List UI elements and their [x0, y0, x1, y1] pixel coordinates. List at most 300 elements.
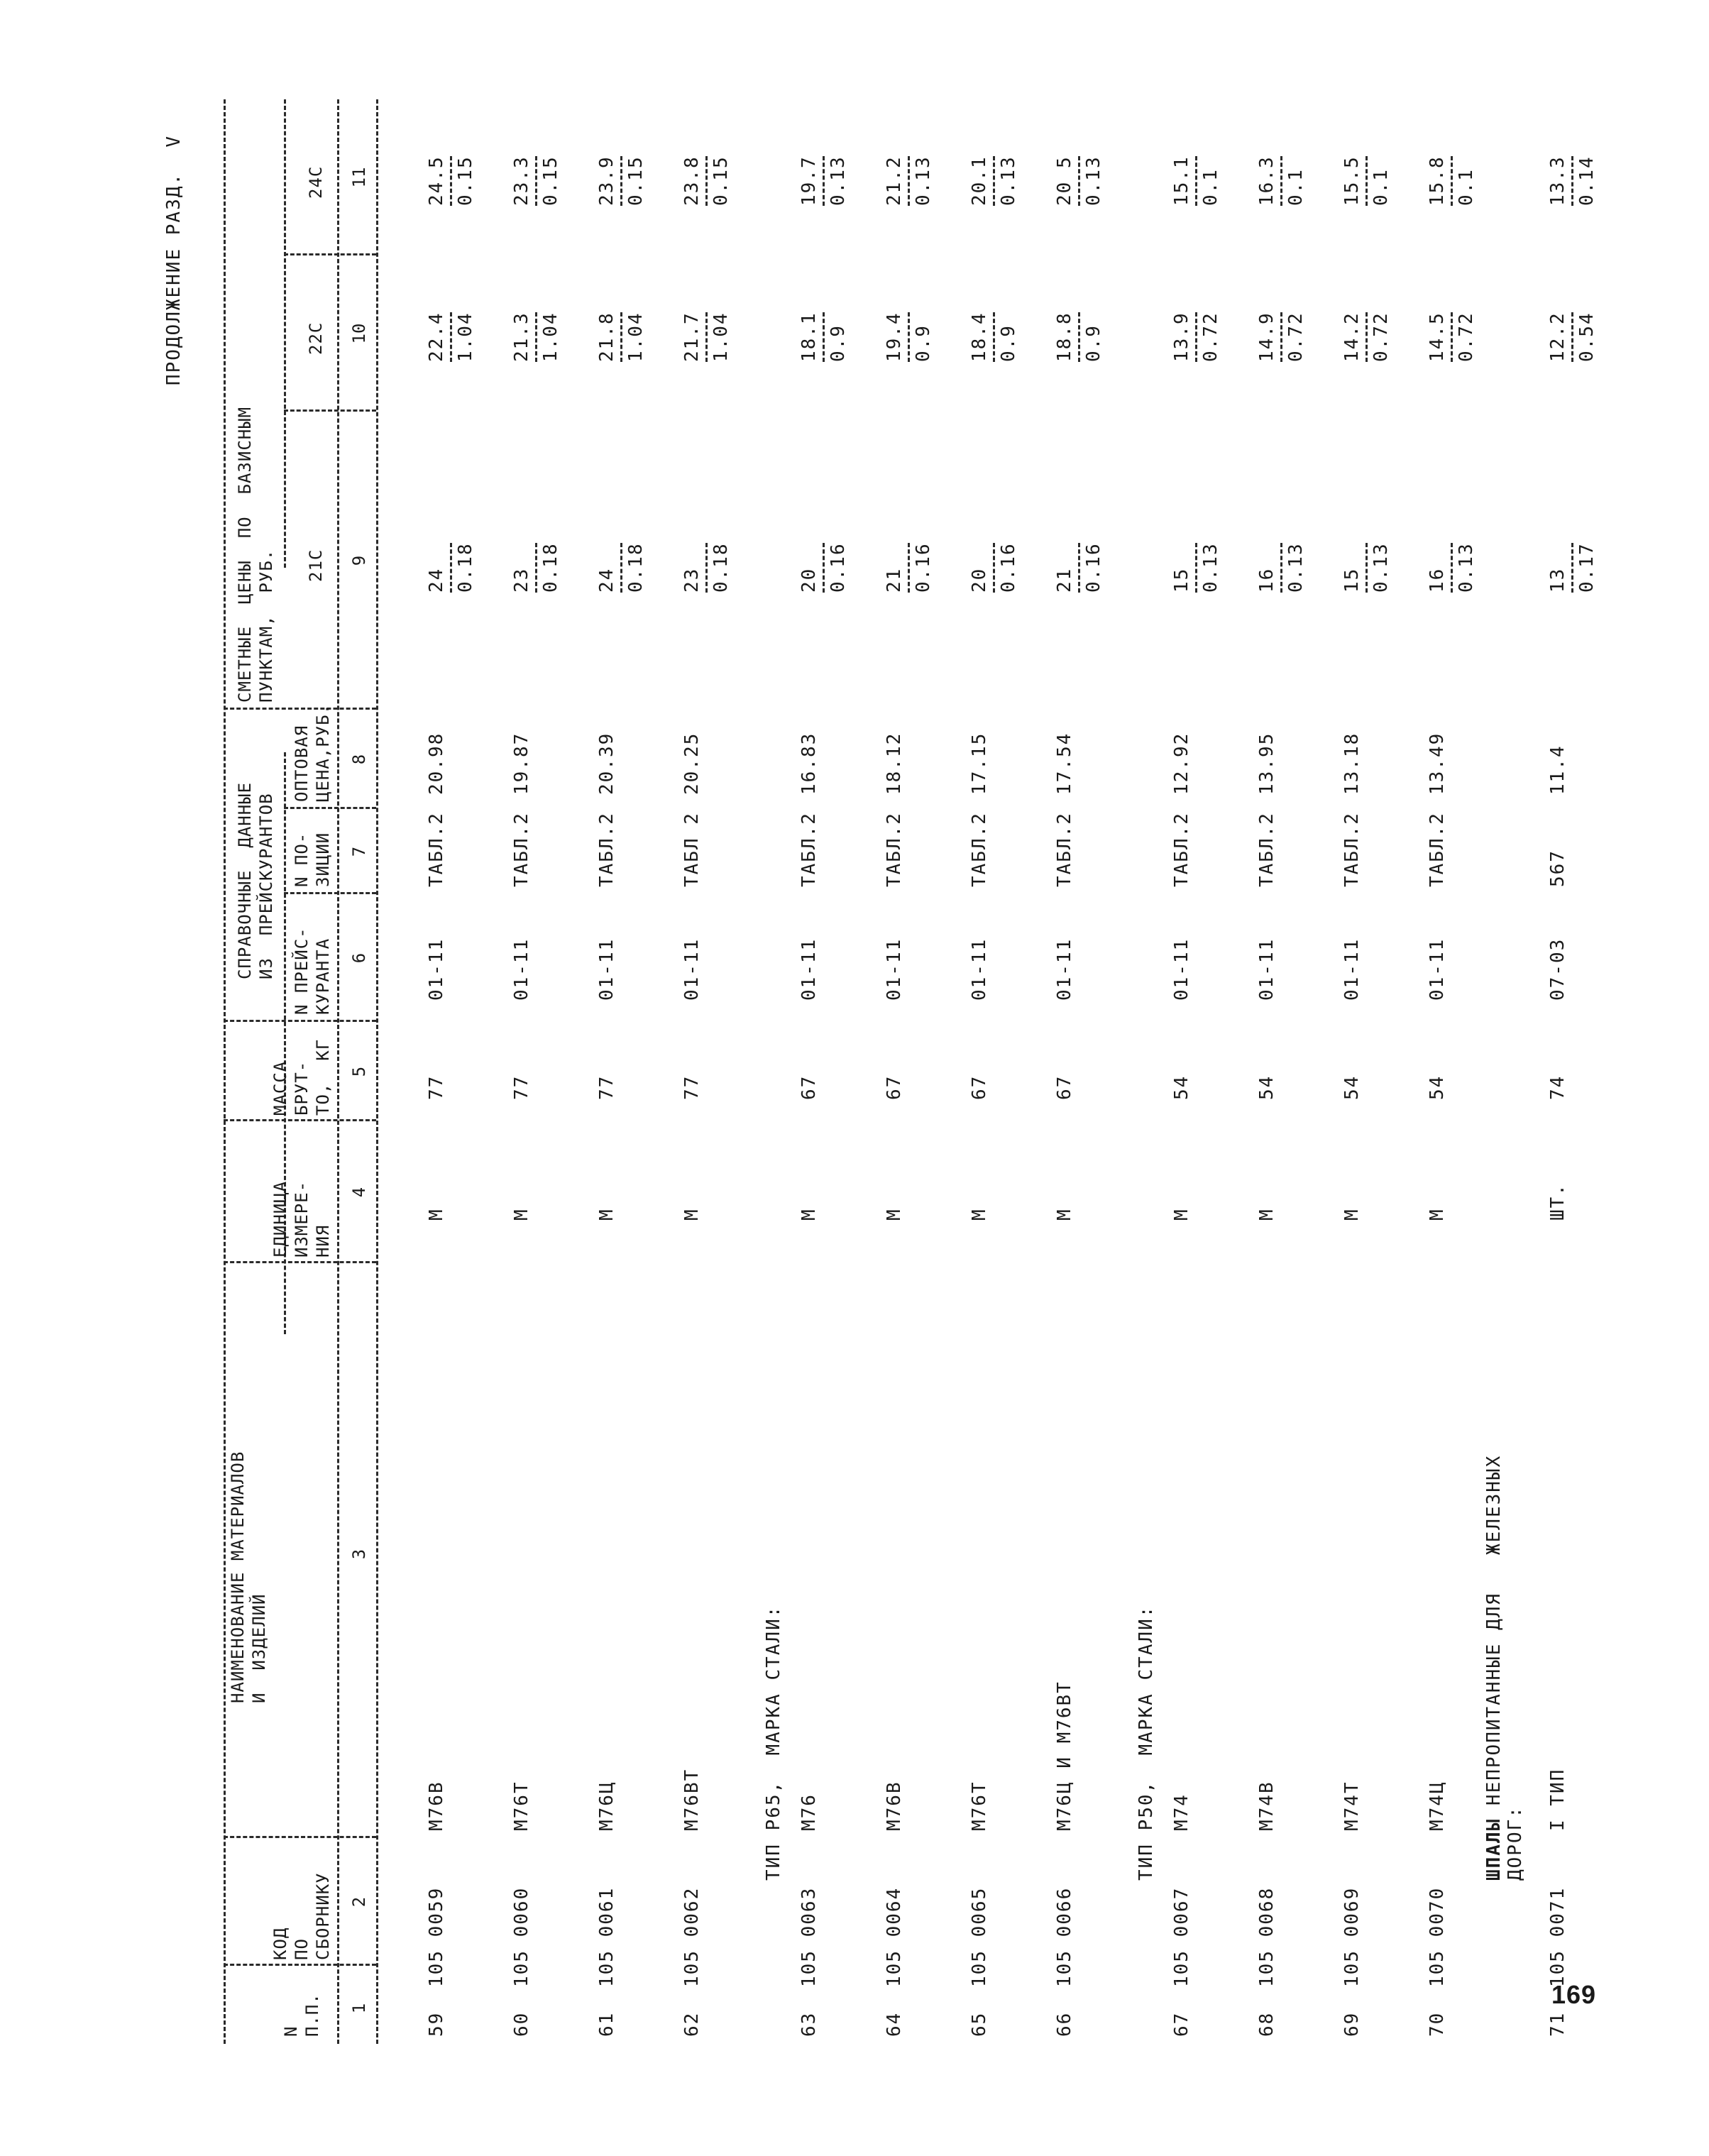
row-code: 105 0063	[798, 1886, 820, 1987]
row-position: ТАБЛ.2	[511, 812, 532, 887]
row-price-24c-top: 15.8	[1427, 155, 1448, 206]
row-price-22c-bottom: 1.04	[455, 312, 476, 362]
row-pricelist: 01-11	[884, 937, 905, 1001]
row-code: 105 0069	[1341, 1886, 1363, 1987]
row-price-24c	[1256, 155, 1307, 206]
row-name: М76Т	[969, 1781, 990, 1831]
header-mass: МАССА БРУТ- ТО, КГ	[270, 1038, 333, 1116]
row-wholesale-price: 19.87	[511, 732, 532, 795]
fraction-line	[705, 156, 708, 206]
fraction-line	[620, 156, 622, 206]
row-price-21c	[1171, 542, 1221, 593]
row-price-21c-bottom: 0.13	[1285, 542, 1307, 593]
fraction-line	[1280, 543, 1282, 593]
row-price-24c-top: 15.5	[1341, 155, 1363, 206]
row-mass: 67	[798, 1074, 820, 1100]
colnum: 5	[349, 1066, 369, 1077]
fraction-line	[1195, 156, 1197, 206]
colnum: 3	[349, 1549, 369, 1560]
fraction-line	[1078, 543, 1080, 593]
row-name: М76В	[884, 1781, 905, 1831]
row-price-24c	[681, 155, 732, 206]
row-price-21c	[884, 542, 934, 593]
header-24c: 24С	[306, 165, 326, 199]
row-price-24c	[426, 155, 476, 206]
fraction-line	[1365, 312, 1368, 362]
row-price-21c	[426, 542, 476, 593]
row-price-22c-top: 21.7	[681, 312, 703, 362]
row-wholesale-price: 13.49	[1427, 732, 1448, 795]
fraction-line	[450, 312, 452, 362]
row-pricelist: 01-11	[1256, 937, 1277, 1001]
row-mass: 54	[1171, 1074, 1192, 1100]
row-price-24c-top: 15.1	[1171, 155, 1192, 206]
row-price-21c-top: 13	[1547, 567, 1568, 593]
row-position: ТАБЛ.2	[884, 812, 905, 887]
row-price-21c-bottom: 0.18	[540, 542, 561, 593]
group-heading-bold: ШПАЛЫ	[1483, 1817, 1505, 1881]
row-price-21c-top: 23	[681, 567, 703, 593]
row-position: ТАБЛ.2	[1341, 812, 1363, 887]
row-price-24c	[1427, 155, 1477, 206]
row-price-21c-top: 20	[798, 567, 820, 593]
row-price-24c-top: 16.3	[1256, 155, 1277, 206]
fraction-line	[620, 543, 622, 593]
row-price-22c-top: 14.2	[1341, 312, 1363, 362]
table-row	[1427, 99, 1505, 2044]
fraction-line	[1365, 156, 1368, 206]
row-price-24c-bottom: 0.13	[828, 155, 849, 206]
row-pricelist: 01-11	[596, 937, 617, 1001]
row-wholesale-price: 18.12	[884, 732, 905, 795]
header-sep	[284, 807, 376, 809]
row-number: 65	[969, 2011, 990, 2037]
row-price-21c-top: 23	[511, 567, 532, 593]
row-position: ТАБЛ.2	[426, 812, 447, 887]
row-pricelist: 01-11	[798, 937, 820, 1001]
row-price-24c	[1341, 155, 1392, 206]
row-price-24c-bottom: 0.15	[540, 155, 561, 206]
header-unit: ЕДИНИЦА ИЗМЕРЕ- НИЯ	[270, 1180, 333, 1258]
row-position: 567	[1547, 849, 1568, 887]
row-number: 66	[1054, 2011, 1075, 2037]
fraction-line	[1571, 156, 1573, 206]
row-price-21c-bottom: 0.13	[1370, 542, 1392, 593]
row-price-21c-top: 24	[596, 567, 617, 593]
row-price-21c	[511, 542, 561, 593]
row-name: I ТИП	[1547, 1768, 1568, 1831]
row-number: 63	[798, 2011, 820, 2037]
fraction-line	[1280, 156, 1282, 206]
row-price-22c-bottom: 0.9	[1083, 324, 1104, 362]
header-sep	[284, 892, 376, 894]
row-price-22c-bottom: 1.04	[540, 312, 561, 362]
row-price-24c	[884, 155, 934, 206]
row-price-21c-bottom: 0.13	[1456, 542, 1477, 593]
row-price-22c-bottom: 0.9	[913, 324, 934, 362]
page-number: 169	[1551, 1980, 1597, 2009]
row-price-22c-bottom: 0.54	[1576, 312, 1598, 362]
table-row	[1054, 99, 1132, 2044]
row-unit: М	[1054, 1208, 1075, 1221]
row-number: 70	[1427, 2011, 1448, 2037]
group-heading-text: НЕПРОПИТАННЫЕ ДЛЯ ЖЕЛЕЗНЫХ ДОРОГ:	[1483, 1454, 1526, 1881]
colnum: 6	[349, 952, 369, 964]
row-wholesale-price: 13.18	[1341, 732, 1363, 795]
row-wholesale-price: 20.98	[426, 732, 447, 795]
row-position: ТАБЛ 2	[681, 812, 703, 887]
row-name: М74Ц	[1427, 1781, 1448, 1831]
row-price-24c-bottom: 0.15	[625, 155, 647, 206]
row-price-21c-top: 15	[1341, 567, 1363, 593]
fraction-line	[1195, 312, 1197, 362]
row-price-22c	[511, 312, 561, 362]
row-price-22c-top: 12.2	[1547, 312, 1568, 362]
row-unit: М	[681, 1208, 703, 1221]
fraction-line	[1571, 543, 1573, 593]
header-sep	[224, 1119, 376, 1121]
row-mass: 54	[1427, 1074, 1448, 1100]
fraction-line	[450, 156, 452, 206]
row-price-24c-top: 24.5	[426, 155, 447, 206]
row-price-24c	[511, 155, 561, 206]
fraction-line	[823, 156, 825, 206]
row-price-22c	[884, 312, 934, 362]
fraction-line	[1451, 543, 1453, 593]
row-price-22c-bottom: 0.72	[1285, 312, 1307, 362]
row-number: 67	[1171, 2011, 1192, 2037]
row-code: 105 0062	[681, 1886, 703, 1987]
row-pricelist: 07-03	[1547, 937, 1568, 1001]
fraction-line	[1078, 156, 1080, 206]
row-code: 105 0070	[1427, 1886, 1448, 1987]
row-pricelist: 01-11	[511, 937, 532, 1001]
row-price-22c	[1341, 312, 1392, 362]
table-row	[426, 99, 504, 2044]
table-row	[511, 99, 589, 2044]
fraction-line	[908, 312, 910, 362]
row-price-22c-top: 13.9	[1171, 312, 1192, 362]
colnum: 1	[349, 2003, 369, 2014]
fraction-line	[1280, 312, 1282, 362]
colnum: 4	[349, 1187, 369, 1198]
row-price-22c	[1547, 312, 1598, 362]
colnum-bottom-rule	[376, 99, 378, 2044]
row-price-21c-top: 15	[1171, 567, 1192, 593]
row-price-21c-top: 16	[1256, 567, 1277, 593]
row-name: М76	[798, 1793, 820, 1831]
table-row	[596, 99, 674, 2044]
row-position: ТАБЛ.2	[1427, 812, 1448, 887]
row-wholesale-price: 12.92	[1171, 732, 1192, 795]
group-heading-text: ТИП Р65, МАРКА СТАЛИ:	[763, 1605, 784, 1881]
row-price-22c-bottom: 1.04	[710, 312, 732, 362]
fraction-line	[1451, 312, 1453, 362]
fraction-line	[450, 543, 452, 593]
row-unit: М	[1341, 1208, 1363, 1221]
row-price-24c-bottom: 0.15	[455, 155, 476, 206]
row-price-21c-bottom: 0.16	[828, 542, 849, 593]
row-pricelist: 01-11	[1341, 937, 1363, 1001]
row-price-21c-bottom: 0.18	[625, 542, 647, 593]
header-code: КОД ПО СБОРНИКУ	[270, 1872, 333, 1960]
row-mass: 67	[1054, 1074, 1075, 1100]
row-price-21c-top: 24	[426, 567, 447, 593]
row-number: 61	[596, 2011, 617, 2037]
row-price-24c	[1054, 155, 1104, 206]
row-price-21c-top: 20	[969, 567, 990, 593]
colnum: 7	[349, 846, 369, 857]
row-price-21c	[681, 542, 732, 593]
row-price-22c	[1054, 312, 1104, 362]
row-name: М76В	[426, 1781, 447, 1831]
row-code: 105 0061	[596, 1886, 617, 1987]
row-price-24c-bottom: 0.15	[710, 155, 732, 206]
row-wholesale-price: 16.83	[798, 732, 820, 795]
row-name: М74Т	[1341, 1781, 1363, 1831]
row-position: ТАБЛ.2	[1256, 812, 1277, 887]
row-unit: М	[969, 1208, 990, 1221]
header-bottom-rule	[337, 99, 339, 2044]
row-pricelist: 01-11	[426, 937, 447, 1001]
row-price-24c	[1547, 155, 1598, 206]
row-price-24c-top: 21.2	[884, 155, 905, 206]
header-ref-group: СПРАВОЧНЫЕ ДАННЫЕ ИЗ ПРЕЙСКУРАНТОВ	[235, 781, 276, 979]
row-price-24c	[1171, 155, 1221, 206]
header-21c: 21С	[306, 549, 326, 582]
row-price-24c	[969, 155, 1019, 206]
row-pricelist: 01-11	[1427, 937, 1448, 1001]
row-price-22c	[596, 312, 647, 362]
continuation-note: ПРОДОЛЖЕНИЕ РАЗД. V	[163, 135, 185, 386]
row-wholesale-price: 11.4	[1547, 744, 1568, 795]
row-unit: М	[798, 1208, 820, 1221]
row-position: ТАБЛ.2	[1171, 812, 1192, 887]
fraction-line	[1451, 156, 1453, 206]
row-price-21c	[596, 542, 647, 593]
row-price-24c-bottom: 0.13	[913, 155, 934, 206]
header-name: НАИМЕНОВАНИЕ МАТЕРИАЛОВ И ИЗДЕЛИЙ	[228, 1451, 269, 1703]
row-pricelist: 01-11	[1054, 937, 1075, 1001]
fraction-line	[993, 156, 995, 206]
row-price-22c-bottom: 1.04	[625, 312, 647, 362]
row-price-22c-bottom: 0.9	[828, 324, 849, 362]
row-price-24c-top: 20.1	[969, 155, 990, 206]
row-price-21c-top: 16	[1427, 567, 1448, 593]
row-code: 105 0064	[884, 1886, 905, 1987]
row-name: М76Т	[511, 1781, 532, 1831]
row-price-24c-top: 20 5	[1054, 155, 1075, 206]
group-heading	[1136, 1605, 1157, 1881]
header-sep	[284, 409, 376, 412]
row-mass: 77	[596, 1074, 617, 1100]
header-sep	[224, 1261, 376, 1263]
row-code: 105 0065	[969, 1886, 990, 1987]
fraction-line	[620, 312, 622, 362]
header-price-group: СМЕТНЫЕ ЦЕНЫ ПО БАЗИСНЫМ ПУНКТАМ, РУБ.	[235, 406, 276, 703]
row-price-22c	[1427, 312, 1477, 362]
row-name: М74В	[1256, 1781, 1277, 1831]
row-price-24c-bottom: 0.1	[1200, 168, 1221, 206]
row-mass: 74	[1547, 1074, 1568, 1100]
row-pricelist: 01-11	[681, 937, 703, 1001]
row-price-22c-bottom: 0.72	[1456, 312, 1477, 362]
fraction-line	[908, 156, 910, 206]
row-unit: М	[596, 1208, 617, 1221]
row-number: 60	[511, 2011, 532, 2037]
row-price-24c-top: 19.7	[798, 155, 820, 206]
row-price-24c-bottom: 0.14	[1576, 155, 1598, 206]
header-sep	[284, 253, 376, 255]
row-code: 105 0066	[1054, 1886, 1075, 1987]
row-price-22c	[969, 312, 1019, 362]
row-name: М76ВТ	[681, 1768, 703, 1831]
row-mass: 54	[1341, 1074, 1363, 1100]
row-price-24c-top: 23.9	[596, 155, 617, 206]
row-price-21c-top: 21	[884, 567, 905, 593]
row-unit: ШТ.	[1547, 1183, 1568, 1221]
row-unit: М	[1171, 1208, 1192, 1221]
row-mass: 67	[884, 1074, 905, 1100]
row-price-22c	[1171, 312, 1221, 362]
row-position: ТАБЛ.2	[1054, 812, 1075, 887]
row-price-24c	[596, 155, 647, 206]
row-price-22c-top: 18.4	[969, 312, 990, 362]
row-price-24c-top: 23.3	[511, 155, 532, 206]
table-row	[1171, 99, 1249, 2044]
row-unit: М	[884, 1208, 905, 1221]
row-name: М76Ц И М76ВТ	[1054, 1681, 1075, 1831]
row-price-22c-top: 21.8	[596, 312, 617, 362]
header-sep	[224, 1836, 376, 1838]
colnum: 2	[349, 1896, 369, 1908]
fraction-line	[1571, 312, 1573, 362]
row-price-21c-bottom: 0.18	[455, 542, 476, 593]
fraction-line	[823, 543, 825, 593]
colnum: 11	[349, 167, 369, 188]
row-number: 71	[1547, 2011, 1568, 2037]
row-price-21c-bottom: 0.16	[998, 542, 1019, 593]
row-code: 105 0067	[1171, 1886, 1192, 1987]
row-wholesale-price: 17.15	[969, 732, 990, 795]
row-price-21c-top: 21	[1054, 567, 1075, 593]
colnum: 8	[349, 754, 369, 765]
row-price-21c-bottom: 0.16	[913, 542, 934, 593]
row-mass: 77	[511, 1074, 532, 1100]
table-row	[798, 99, 877, 2044]
row-price-21c	[1341, 542, 1392, 593]
row-price-21c-bottom: 0.18	[710, 542, 732, 593]
fraction-line	[535, 543, 537, 593]
row-wholesale-price: 20.39	[596, 732, 617, 795]
row-price-22c	[798, 312, 849, 362]
colnum: 10	[349, 323, 369, 344]
rotated-table-page	[163, 99, 1668, 2044]
row-wholesale-price: 13.95	[1256, 732, 1277, 795]
row-price-24c-bottom: 0.13	[998, 155, 1019, 206]
row-price-24c-bottom: 0.1	[1370, 168, 1392, 206]
row-mass: 77	[681, 1074, 703, 1100]
fraction-line	[1078, 312, 1080, 362]
row-number: 59	[426, 2011, 447, 2037]
fraction-line	[993, 543, 995, 593]
row-price-22c-top: 14.5	[1427, 312, 1448, 362]
fraction-line	[535, 156, 537, 206]
fraction-line	[1195, 543, 1197, 593]
header-n: N П.П.	[281, 1993, 322, 2037]
table-row	[884, 99, 962, 2044]
row-price-24c-top: 13.3	[1547, 155, 1568, 206]
header-pricelist: N ПРЕЙС- КУРАНТА	[292, 927, 333, 1015]
header-sub-rule	[284, 99, 286, 568]
header-sep	[224, 1964, 376, 1966]
fraction-line	[705, 543, 708, 593]
row-code: 105 0060	[511, 1886, 532, 1987]
row-pricelist: 01-11	[1171, 937, 1192, 1001]
row-price-22c-top: 19.4	[884, 312, 905, 362]
group-heading	[763, 1605, 784, 1881]
row-price-22c-bottom: 0.72	[1200, 312, 1221, 362]
row-unit: М	[511, 1208, 532, 1221]
row-price-22c-bottom: 0.9	[998, 324, 1019, 362]
row-number: 64	[884, 2011, 905, 2037]
table-row	[1547, 99, 1625, 2044]
header-position: N ПО- ЗИЦИИ	[292, 832, 333, 887]
row-price-21c-bottom: 0.13	[1200, 542, 1221, 593]
row-position: ТАБЛ.2	[596, 812, 617, 887]
row-price-22c-top: 14.9	[1256, 312, 1277, 362]
row-unit: М	[426, 1208, 447, 1221]
row-unit: М	[1256, 1208, 1277, 1221]
row-mass: 54	[1256, 1074, 1277, 1100]
row-wholesale-price: 17.54	[1054, 732, 1075, 795]
table-row	[1256, 99, 1334, 2044]
row-code: 105 0059	[426, 1886, 447, 1987]
row-price-21c	[798, 542, 849, 593]
row-name: М74	[1171, 1793, 1192, 1831]
fraction-line	[535, 312, 537, 362]
row-price-24c-bottom: 0.13	[1083, 155, 1104, 206]
row-price-22c	[1256, 312, 1307, 362]
header-22c: 22С	[306, 321, 326, 355]
table-row	[969, 99, 1047, 2044]
row-price-22c-top: 22.4	[426, 312, 447, 362]
row-number: 68	[1256, 2011, 1277, 2037]
row-code: 105 0071	[1547, 1886, 1568, 1987]
row-price-21c	[1547, 542, 1598, 593]
fraction-line	[823, 312, 825, 362]
row-price-22c-bottom: 0.72	[1370, 312, 1392, 362]
row-mass: 77	[426, 1074, 447, 1100]
row-price-21c-bottom: 0.17	[1576, 542, 1598, 593]
row-price-21c	[1427, 542, 1477, 593]
row-price-24c-bottom: 0.1	[1285, 168, 1307, 206]
row-price-22c	[426, 312, 476, 362]
row-price-21c	[1256, 542, 1307, 593]
table-row	[1341, 99, 1419, 2044]
row-name: М76Ц	[596, 1781, 617, 1831]
row-price-21c	[969, 542, 1019, 593]
row-mass: 67	[969, 1074, 990, 1100]
row-price-22c	[681, 312, 732, 362]
group-heading-text: ТИП Р50, МАРКА СТАЛИ:	[1136, 1605, 1157, 1881]
row-price-24c	[798, 155, 849, 206]
row-price-24c-bottom: 0.1	[1456, 168, 1477, 206]
row-number: 62	[681, 2011, 703, 2037]
colnum: 9	[349, 555, 369, 566]
row-wholesale-price: 20.25	[681, 732, 703, 795]
row-price-22c-top: 21.3	[511, 312, 532, 362]
